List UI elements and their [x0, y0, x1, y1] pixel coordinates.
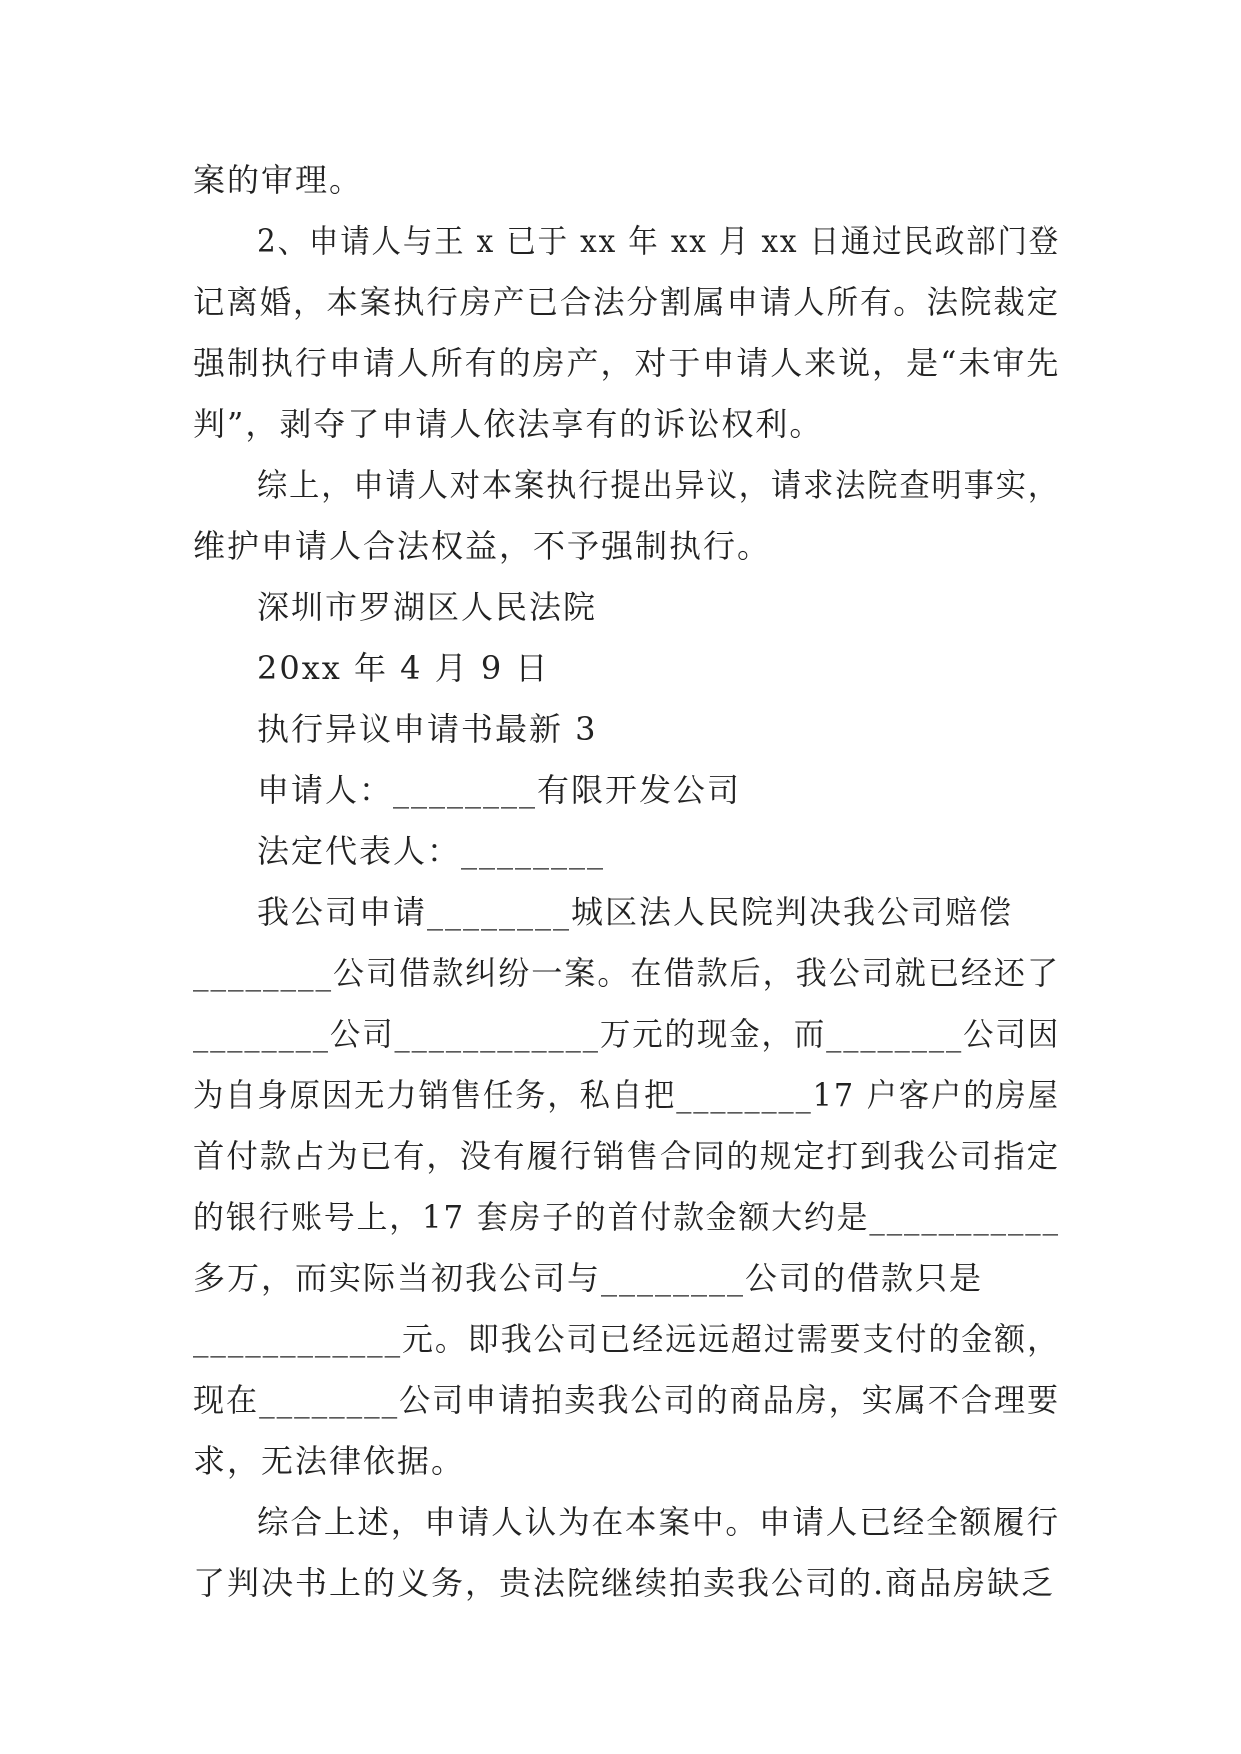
legal-representative-line: 法定代表人：________: [257, 832, 606, 870]
text-line: 案的审理。: [193, 161, 364, 199]
applicant-line: 申请人：________有限开发公司: [257, 771, 742, 809]
text-line: 综上，申请人对本案执行提出异议，请求法院查明事实，: [257, 466, 1061, 504]
text-line: 我公司申请________城区法人民院判决我公司赔偿: [257, 893, 1014, 931]
text-line: 多万，而实际当初我公司与________公司的借款只是: [193, 1259, 984, 1297]
section-title: 执行异议申请书最新 3: [257, 710, 598, 748]
court-name: 深圳市罗湖区人民法院: [257, 588, 598, 626]
text-line: 强制执行申请人所有的房产，对于申请人来说，是“未审先: [193, 344, 1061, 382]
text-line: 记离婚，本案执行房产已合法分割属申请人所有。法院裁定: [193, 283, 1061, 321]
text-line: 求，无法律依据。: [193, 1442, 466, 1480]
date-line: 20xx 年 4 月 9 日: [257, 649, 550, 687]
text-line: 的银行账号上，17 套房子的首付款金额大约是___________: [193, 1198, 1060, 1236]
text-line: ________公司____________万元的现金，而________公司因: [193, 1015, 1061, 1053]
text-line: ________公司借款纠纷一案。在借款后，我公司就已经还了: [193, 954, 1061, 992]
text-line: 现在________公司申请拍卖我公司的商品房，实属不合理要: [193, 1381, 1061, 1419]
text-line: 首付款占为已有，没有履行销售合同的规定打到我公司指定: [193, 1137, 1061, 1175]
text-line: 了判决书上的义务，贵法院继续拍卖我公司的.商品房缺乏: [193, 1564, 1056, 1602]
text-line: 为自身原因无力销售任务，私自把________17 户客户的房屋: [193, 1076, 1060, 1114]
text-line: 判”，剥夺了申请人依法享有的诉讼权利。: [193, 405, 824, 443]
text-line: 2、申请人与王 x 已于 xx 年 xx 月 xx 日通过民政部门登: [257, 222, 1061, 260]
text-line: ____________元。即我公司已经远远超过需要支付的金额，: [193, 1320, 1060, 1358]
text-line: 维护申请人合法权益，不予强制执行。: [193, 527, 772, 565]
text-line: 综合上述，申请人认为在本案中。申请人已经全额履行: [257, 1503, 1061, 1541]
